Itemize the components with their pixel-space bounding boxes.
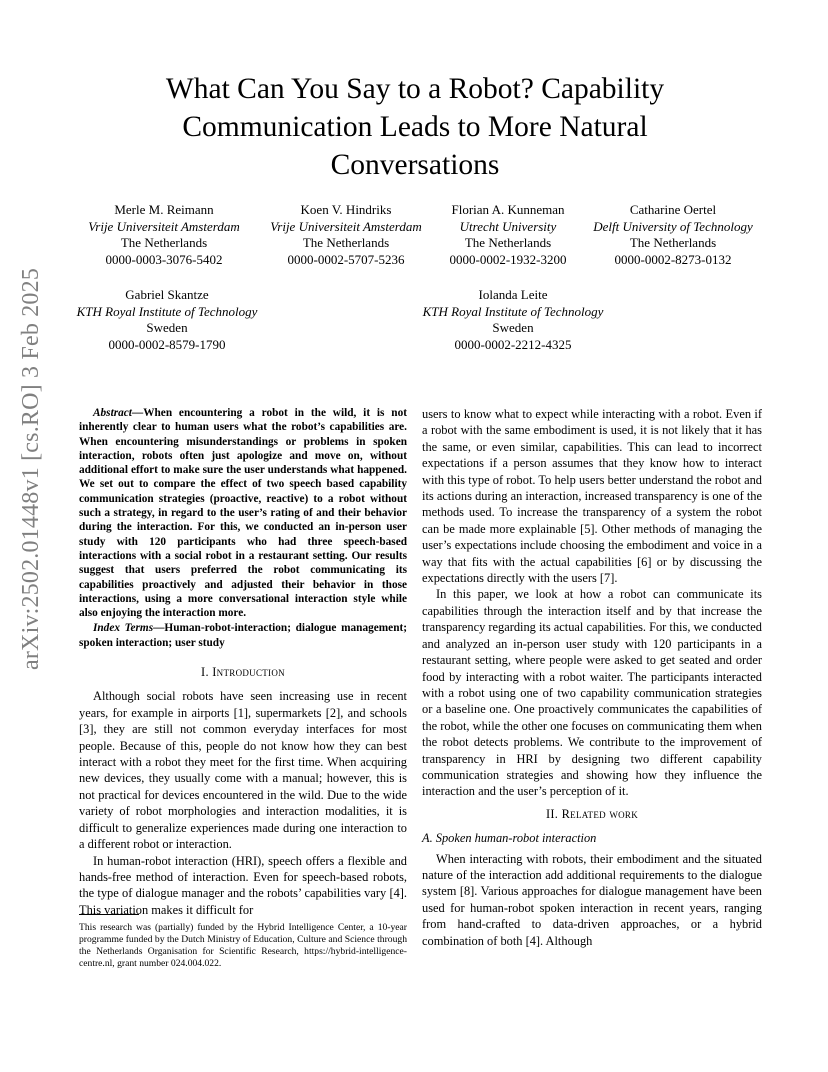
section-heading-related-work: II. Related work (545, 806, 639, 821)
author-orcid: 0000-0003-3076-5402 (105, 251, 223, 267)
section-heading-introduction: I. Introduction (201, 665, 285, 680)
author-orcid: 0000-0002-8579-1790 (108, 336, 226, 352)
subsection-heading: A. Spoken human-robot interaction (422, 831, 597, 846)
index-terms (79, 621, 407, 650)
author-name: Gabriel Skantze (125, 287, 209, 302)
author-country: The Netherlands (120, 235, 208, 250)
author-country: The Netherlands (464, 235, 552, 250)
intro-paragraph-2-continued: users to know what to expect while interacting with a robot. Even if a robot with the same embodiment is used, it is not likely that it has the same, or even similar, capabilities. This can lead to incorrect expectations if a person assumes that they know how to interact with this type of robot. To help users better understand the robot and its actions during an interaction, increased transparency is one of the methods used. To increase the transparency of a system the robot can be made more explainable [5]. Other methods of managing the user’s expectations include choosing the embodiment and voice in a way that fits with the actual capabilities [6] or by discussing the expectations directly with the users [7]. (422, 407, 762, 586)
footnote (79, 922, 407, 970)
author-name: Catharine Oertel (629, 202, 717, 217)
author-block (403, 287, 623, 353)
author-affiliation: Delft University of Technology (593, 218, 753, 234)
arxiv-identifier: arXiv:2502.01448v1 [cs.RO] 3 Feb 2025 (18, 267, 44, 670)
author-block (57, 287, 277, 353)
author-country: Sweden (146, 320, 188, 335)
footnote-text: This research was (partially) funded by the Hybrid Intelligence Center, a 10-year programme funded by the Dutch Ministry of Education, Culture and Science through the Netherlands Organisation for Scientific Research, https://hybrid-intelligence-centre.nl, grant number 024.004.022. (79, 922, 407, 969)
paper-title: What Can You Say to a Robot? Capability Communication Leads to More Natural Conversations (165, 73, 665, 181)
footnote-rule (79, 914, 139, 915)
author-country: Sweden (492, 320, 534, 335)
author-name: Florian A. Kunneman (451, 202, 565, 217)
author-block (577, 202, 769, 268)
abstract-text: —When encountering a robot in the wild, it is not inherently clear to human users what the robot’s capabilities are. When encountering misunderstandings or problems in spoken interaction, robots often just apologize and move on, without additional effort to make sure the user understands what happened. We set out to compare the effect of two speech based capability communication strategies (proactive, reactive) to a robot without such a strategy, in regard to the user’s rating of and their behavior during the interaction. For this, we conducted an in-person user study with 120 participants who had three speech-based interactions with a social robot in a restaurant setting. Our results suggest that users preferred the robot communicating its capabilities proactively and adjusted their behavior in those interactions, using a more conversational interaction style while also enjoying the interaction more. (79, 407, 407, 620)
author-affiliation: KTH Royal Institute of Technology (76, 303, 258, 319)
author-country: The Netherlands (629, 235, 717, 250)
intro-paragraph-2: In human-robot interaction (HRI), speech offers a flexible and hands-free method of interaction. Even for speech-based robots, the type of dialogue manager and the robots’ capabilities vary [4]. This variation makes it difficult for (79, 853, 407, 917)
author-orcid: 0000-0002-1932-3200 (449, 251, 567, 267)
intro-paragraph-1: Although social robots have seen increasing use in recent years, for example in airports [1], supermarkets [2], and schools [3], they are still not common everyday interfaces for most people. Because of this, people do not know how they can best interact with a robot they meet for the first time. When acquiring new devices, they usually come with a manual; however, this is not practical for devices encountered in the wild. Due to the wide variety of robot morphologies and interaction modalities, it is difficult to generalize experiences made during one interaction to a different robot or interaction. (79, 689, 407, 852)
author-name: Iolanda Leite (478, 287, 548, 302)
author-affiliation: Vrije Universiteit Amsterdam (88, 218, 240, 234)
intro-paragraph-3: In this paper, we look at how a robot can communicate its capabilities through the interaction itself and by that increase the transparency regarding its actual capabilities. For this, we conducted and analyzed an in-person user study with 120 participants in a restaurant setting, where people were asked to get seated and order food by interacting with a robot waiter. The participants interacted with a robot using one of two capability communication strategies or a baseline one. One proactively communicates the capabilities of the robot, while the other one focuses on communicating them when the robot detects problems. We contribute to the improvement of transparency in HRI by designing two different capability communication strategies and showing how they influence the interaction and the user’s perception of it. (422, 587, 762, 799)
author-block (68, 202, 260, 268)
author-country: The Netherlands (302, 235, 390, 250)
author-affiliation: Utrecht University (459, 218, 557, 234)
author-affiliation: Vrije Universiteit Amsterdam (270, 218, 422, 234)
index-terms-label: Index Terms (93, 622, 154, 635)
author-name: Koen V. Hindriks (300, 202, 392, 217)
author-block (412, 202, 604, 268)
author-name: Merle M. Reimann (114, 202, 214, 217)
left-column (79, 406, 407, 918)
index-terms-text: —Human-robot-interaction; dialogue management; spoken interaction; user study (79, 622, 407, 649)
author-affiliation: KTH Royal Institute of Technology (422, 303, 604, 319)
abstract-label: Abstract (93, 407, 132, 419)
author-orcid: 0000-0002-2212-4325 (454, 336, 572, 352)
author-orcid: 0000-0002-5707-5236 (287, 251, 405, 267)
right-column (422, 406, 762, 949)
related-work-paragraph-1: When interacting with robots, their embodiment and the situated nature of the interaction add additional requirements to the dialogue system [8]. Various approaches for dialogue management have been used for human-robot spoken interaction in recent years, ranging from hand-crafted to data-driven approaches, or a hybrid combination of both [4]. Although (422, 851, 762, 948)
abstract (79, 406, 407, 620)
author-orcid: 0000-0002-8273-0132 (614, 251, 732, 267)
